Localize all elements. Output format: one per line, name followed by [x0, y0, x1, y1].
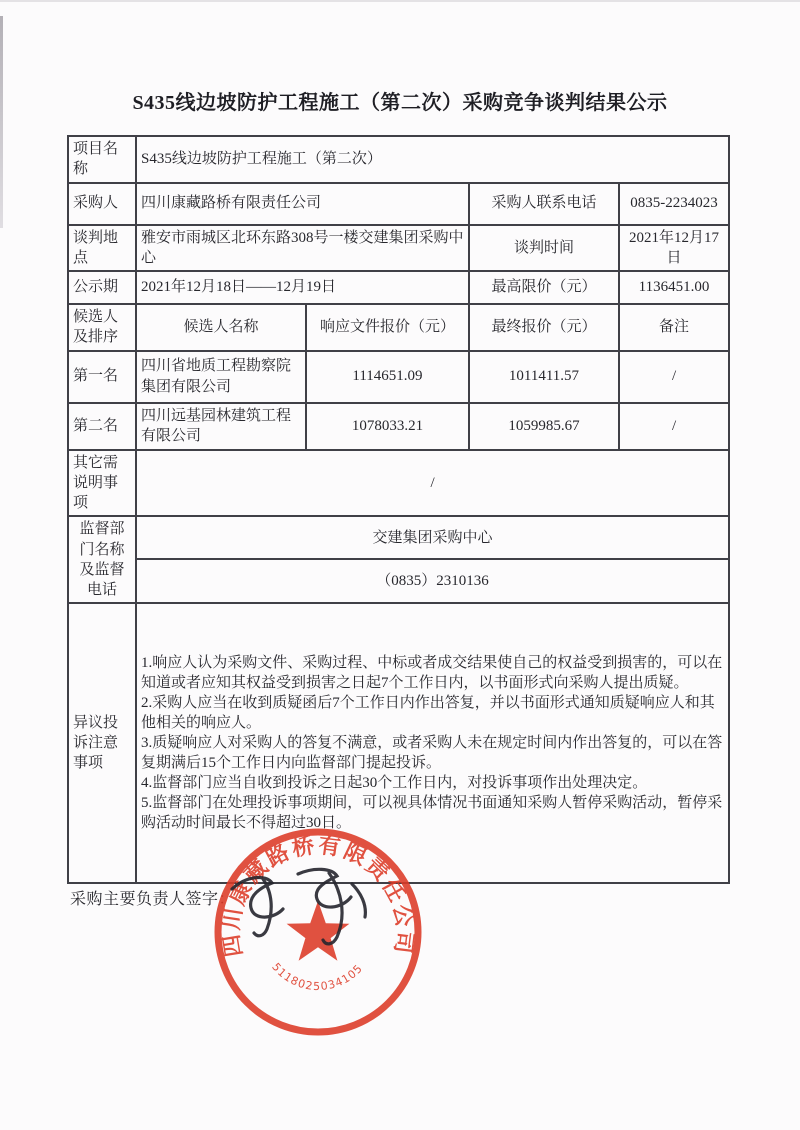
second-candidate-remark: / [619, 403, 729, 450]
candidate-remark-header: 备注 [619, 304, 729, 351]
table-row [68, 136, 729, 183]
seal-company-name: 四川康藏路桥有限责任公司 [218, 832, 418, 959]
second-candidate-name: 四川远基园林建筑工程有限公司 [136, 403, 306, 450]
max-price-label: 最高限价（元） [469, 271, 619, 304]
purchaser-phone-value: 0835-2234023 [619, 183, 729, 225]
candidate-bid-header: 响应文件报价（元） [306, 304, 469, 351]
first-candidate-bid: 1114651.09 [306, 351, 469, 403]
first-candidate-remark: / [619, 351, 729, 403]
supervision-phone: （0835）2310136 [136, 559, 729, 603]
max-price-value: 1136451.00 [619, 271, 729, 304]
table-row [68, 516, 729, 559]
objection-item-1: 1.响应人认为采购文件、采购过程、中标或者成交结果使自己的权益受到损害的，可以在知道或者应知其权益受到损害之日起7个工作日内，以书面形式向采购人提出质疑。 [141, 655, 723, 692]
publicity-period-label: 公示期 [68, 271, 136, 304]
objection-label: 异议投诉注意事项 [68, 603, 136, 883]
candidate-row-first [68, 351, 729, 403]
objection-item-4: 4.监督部门应当自收到投诉之日起30个工作日内，对投诉事项作出处理决定。 [141, 775, 648, 792]
table-row [68, 271, 729, 304]
project-name-value: S435线边坡防护工程施工（第二次） [136, 136, 729, 183]
negotiation-time-label: 谈判时间 [469, 225, 619, 272]
table-row [68, 183, 729, 225]
publicity-period-value: 2021年12月18日——12月19日 [136, 271, 469, 304]
seal-number: 5118025034105 [269, 960, 365, 994]
first-rank-label: 第一名 [68, 351, 136, 403]
other-notes-value: / [136, 450, 729, 517]
purchaser-value: 四川康藏路桥有限责任公司 [136, 183, 469, 225]
supervision-label: 监督部门名称及监督电话 [68, 516, 136, 603]
result-table [67, 135, 730, 884]
table-row [68, 559, 729, 603]
table-row [68, 225, 729, 272]
negotiation-place-value: 雅安市雨城区北环东路308号一楼交建集团采购中心 [136, 225, 469, 272]
objection-item-2: 2.采购人应当在收到质疑函后7个工作日内作出答复，并以书面形式通知质疑响应人和其他相关的响应人。 [141, 695, 715, 732]
candidates-header-row [68, 304, 729, 351]
supervision-department: 交建集团采购中心 [136, 516, 729, 559]
project-name-label: 项目名称 [68, 136, 136, 183]
scan-top-edge-artifact [0, 0, 800, 2]
second-candidate-bid: 1078033.21 [306, 403, 469, 450]
first-candidate-final: 1011411.57 [469, 351, 619, 403]
seal-number-text-holder [269, 960, 365, 993]
candidate-name-header: 候选人名称 [136, 304, 306, 351]
second-candidate-final: 1059985.67 [469, 403, 619, 450]
handwritten-signature [210, 855, 390, 955]
candidate-row-second [68, 403, 729, 450]
negotiation-time-value: 2021年12月17日 [619, 225, 729, 272]
scan-edge-artifact [0, 16, 3, 228]
candidate-final-header: 最终报价（元） [469, 304, 619, 351]
negotiation-place-label: 谈判地点 [68, 225, 136, 272]
page-title: S435线边坡防护工程施工（第二次）采购竞争谈判结果公示 [132, 92, 668, 114]
candidates-rank-label: 候选人及排序 [68, 304, 136, 351]
objection-item-3: 3.质疑响应人对采购人的答复不满意，或者采购人未在规定时间内作出答复的，可以在答复期满后15个工作日内向监督部门提起投诉。 [141, 735, 723, 772]
first-candidate-name: 四川省地质工程勘察院集团有限公司 [136, 351, 306, 403]
objection-item-5: 5.监督部门在处理投诉事项期间，可以视具体情况书面通知采购人暂停采购活动，暂停采购活动时间最长不得超过30日。 [141, 795, 723, 832]
purchaser-phone-label: 采购人联系电话 [469, 183, 619, 225]
purchaser-label: 采购人 [68, 183, 136, 225]
second-rank-label: 第二名 [68, 403, 136, 450]
other-notes-label: 其它需说明事项 [68, 450, 136, 517]
table-row [68, 450, 729, 517]
signature-label: 采购主要负责人签字： [70, 891, 236, 908]
